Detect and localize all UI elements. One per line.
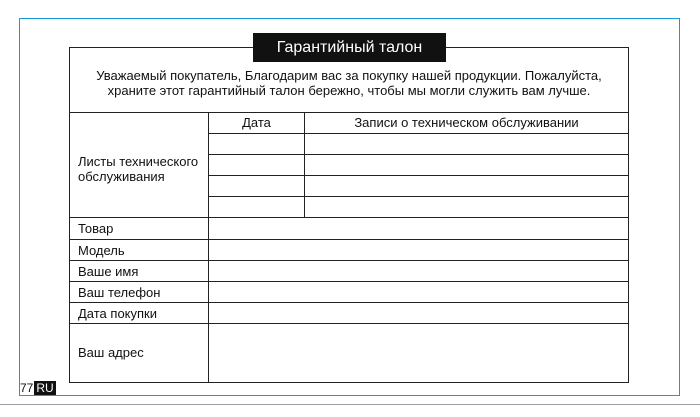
page-number: 77 (20, 381, 34, 395)
rule-maint-bottom (70, 217, 628, 218)
bottom-rule (0, 404, 700, 405)
rule-maint-row1 (208, 133, 628, 134)
rule-maint-row4 (208, 196, 628, 197)
label-name: Ваше имя (78, 264, 139, 279)
intro-line-2: храните этот гарантийный талон бережно, чтобы мы могли служить вам лучше. (107, 83, 591, 98)
label-address: Ваш адрес (78, 345, 144, 360)
col-header-date: Дата (242, 115, 271, 130)
page-badge (19, 381, 56, 395)
page-language: RU (36, 381, 54, 395)
rule-name (70, 281, 628, 282)
label-purchase-date: Дата покупки (78, 306, 157, 321)
label-product: Товар (78, 221, 114, 236)
rule-product (70, 239, 628, 240)
maintenance-label (78, 154, 198, 184)
label-model: Модель (78, 243, 125, 258)
label-phone: Ваш телефон (78, 285, 161, 300)
maintenance-label-line-1: Листы технического (78, 154, 199, 169)
intro-text (70, 68, 628, 98)
rule-model (70, 260, 628, 261)
rule-phone (70, 302, 628, 303)
maintenance-label-line-2: обслуживания (78, 169, 165, 184)
rule-intro-bottom (70, 112, 628, 113)
rule-maint-row2 (208, 154, 628, 155)
warranty-title: Гарантийный талон (253, 33, 446, 62)
rule-purchase (70, 323, 628, 324)
rule-maint-row3 (208, 175, 628, 176)
rule-label-column (208, 112, 209, 382)
col-header-records: Записи о техническом обслуживании (354, 115, 579, 130)
intro-line-1: Уважаемый покупатель, Благодарим вас за покупку нашей продукции. Пожалуйста, (96, 68, 602, 83)
